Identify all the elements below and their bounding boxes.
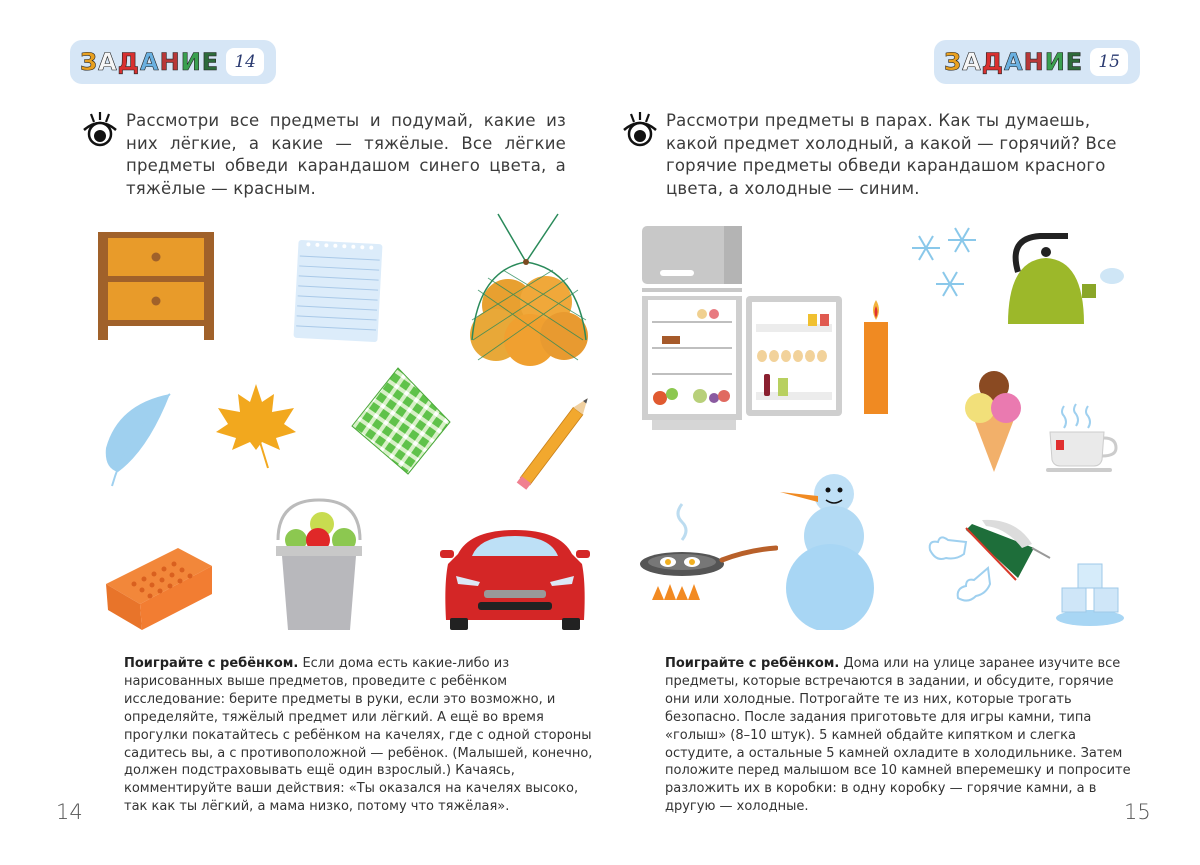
instruction-text: Рассмотри предметы в парах. Как ты думаешь, какой предмет холодный, а какой — горячий? Все горячие предметы обведи карандашом красного цвета, а холодные — синим. — [666, 111, 1117, 198]
snowman-icon — [778, 472, 878, 630]
task-number: 14 — [226, 48, 264, 76]
notepad-icon — [292, 238, 384, 344]
badge-letter: З — [944, 48, 962, 76]
open-refrigerator-icon — [642, 226, 846, 430]
badge-letter: Д — [981, 48, 1004, 76]
badge-letter: Н — [1023, 48, 1044, 76]
note-heading: Поиграйте с ребёнком. — [665, 656, 840, 671]
badge-letter: Д — [117, 48, 140, 76]
task-number: 15 — [1090, 48, 1128, 76]
frying-pan-icon — [638, 500, 778, 606]
candle-icon — [862, 298, 890, 416]
instruction-text: Рассмотри все предметы и подумай, какие из них лёгкие, а какие — тяжёлые. Все лёгкие предметы обведи карандашом синего цвета, а тяжёлые — красным. — [126, 111, 566, 198]
net-bag-oranges-icon — [468, 210, 590, 366]
page-number: 14 — [56, 800, 83, 824]
badge-letter: А — [98, 48, 117, 76]
badge-letter: А — [140, 48, 159, 76]
badge-letter: З — [80, 48, 98, 76]
bucket-of-apples-icon — [272, 496, 366, 632]
note-body: Если дома есть какие-либо из нарисованных выше предметов, проведите с ребёнком исследование: берите предметы в руки, если это возможно, и определяйте, тяжёлый предмет или лёгкий. А ещё во время прогулки покатайтесь с ребёнком на качелях, где с одной стороны садитесь вы, а с противоположной — ребёнок. (Малышей, конечно, должен подстраховывать ещё один взрослый.) Качаясь, комментируйте ваши действия: «Ты оказался на качелях высоко, так как ты лёгкий, а мама низко, потому что тяжёлая». — [124, 656, 593, 815]
badge-letter: Е — [1065, 48, 1083, 76]
chest-of-drawers-icon — [98, 232, 214, 342]
task-word — [80, 48, 218, 76]
badge-letter: И — [1044, 48, 1065, 76]
badge-letter: Н — [159, 48, 180, 76]
pencil-icon — [510, 390, 602, 494]
ice-cubes-icon — [1054, 560, 1126, 626]
task-badge — [70, 40, 276, 84]
task-instruction — [80, 110, 566, 200]
ice-cream-icon — [962, 370, 1026, 474]
badge-letter: Е — [201, 48, 219, 76]
badge-letter: И — [180, 48, 201, 76]
eye-icon — [80, 112, 120, 148]
brick-icon — [104, 544, 216, 632]
note-body: Дома или на улице заранее изучите все предметы, которые встречаются в задании, и обсудите, горячие они или холодные. Потрогайте те из них, которые трогать безопасно. После задания приготовьте для игры камни, типа «голыш» (8–10 штук). 5 камней обдайте кипятком и слегка остудите, а остальные 5 камней охладите в холодильнике. Затем положите перед малышом все 10 камней вперемешку и попросите разложить их в коробки: в одну коробку — горячие камни, а в другую — холодные. — [665, 656, 1131, 815]
feather-icon — [98, 390, 174, 490]
steam-iron-icon — [926, 514, 1056, 614]
task-word — [944, 48, 1082, 76]
badge-letter: А — [1004, 48, 1023, 76]
eye-icon — [620, 112, 660, 148]
snowflakes-icon — [910, 224, 990, 302]
badge-letter: А — [962, 48, 981, 76]
task-badge — [934, 40, 1140, 84]
note-heading: Поиграйте с ребёнком. — [124, 656, 299, 671]
page-number: 15 — [1124, 800, 1151, 824]
checkered-napkin-icon — [350, 366, 452, 476]
red-car-icon — [440, 524, 590, 630]
task-instruction — [620, 110, 1118, 200]
cup-of-tea-icon — [1044, 402, 1120, 474]
parent-note — [665, 655, 1135, 816]
right-page — [600, 0, 1200, 865]
maple-leaf-icon — [214, 380, 298, 470]
parent-note — [124, 655, 594, 816]
kettle-icon — [1004, 232, 1128, 326]
